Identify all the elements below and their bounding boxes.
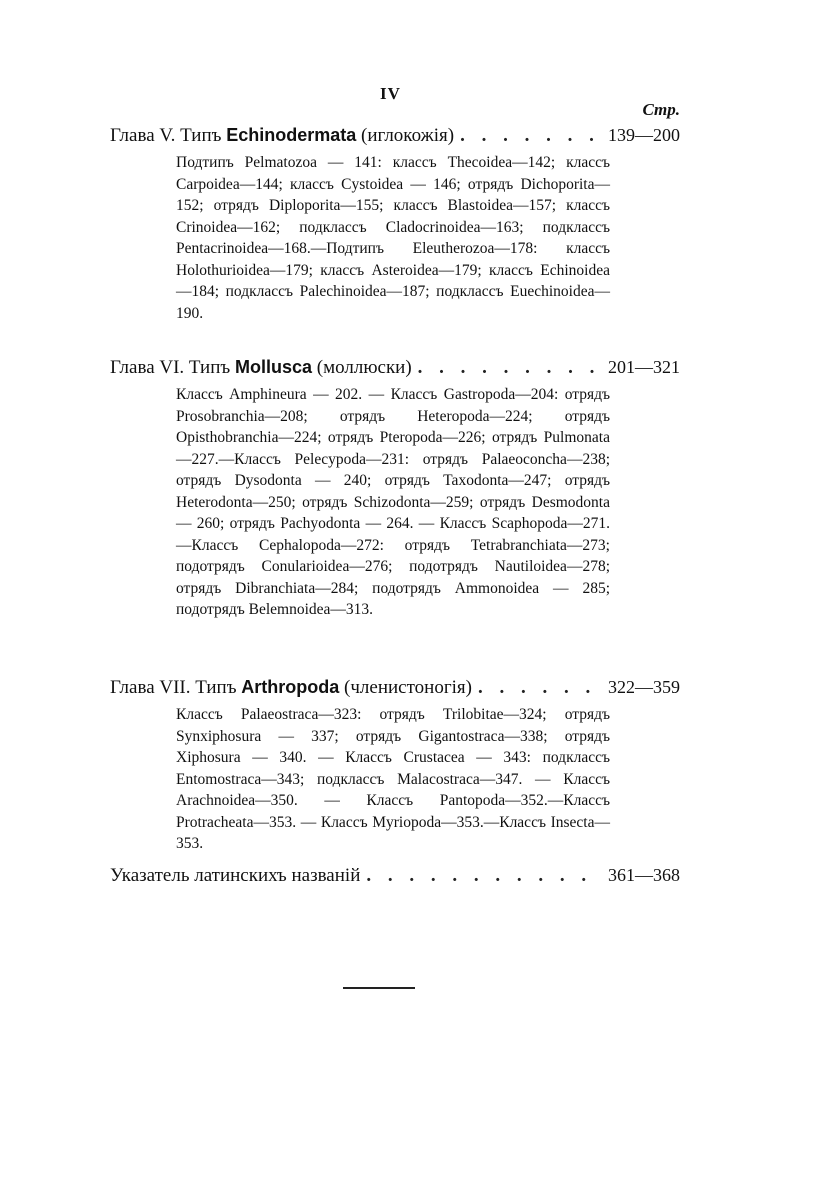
chapter-heading[interactable] — [110, 122, 680, 149]
page-column-label: Стр. — [642, 100, 680, 119]
chapter-pages: 322—359 — [608, 677, 680, 697]
chapter-contents: Классъ Palaeostraca—323: отрядъ Trilobitae—324; отрядъ Synxiphosura — 337; отрядъ Gigantostraca—338; отрядъ Xiphosura — 340. — Классъ Crustacea — 343: подклассъ Entomostraca—343; подклассъ Malacostraca—347. — Классъ Arachnoidea—350. — Классъ Pantopoda—352.—Классъ Protracheata—353. — Классъ Myriopoda—353.—Классъ Insecta—353. — [176, 706, 610, 852]
chapter-pages: 201—321 — [608, 357, 680, 377]
page-folio: IV — [380, 84, 401, 103]
chapter-heading[interactable] — [110, 354, 680, 381]
chapter-entry — [110, 122, 680, 324]
dot-leader — [460, 123, 602, 149]
chapter-pages: 139—200 — [608, 125, 680, 145]
chapter-heading[interactable] — [110, 674, 680, 701]
index-entry — [110, 862, 680, 889]
chapter-latin-name: Echinodermata — [226, 125, 357, 145]
chapter-entry — [110, 674, 680, 855]
chapter-contents: Подтипъ Pelmatozoa — 141: классъ Thecoidea—142; классъ Carpoidea—144; классъ Cystoidea — 146; отрядъ Dichoporita—152; отрядъ Diploporita—155; классъ Blastoidea—157; классъ Crinoidea—162; подклассъ Cladocrinoidea—163; подклассъ Pentacrinoidea—168.—Подтипъ Eleutherozoa—178: классъ Holothurioidea—179; классъ Asteroidea—179; классъ Echinoidea—184; подклассъ Palechinoidea—187; подклассъ Euechinoidea—190. — [176, 154, 610, 322]
index-heading[interactable] — [110, 862, 680, 889]
chapter-entry — [110, 354, 680, 621]
chapter-title: Глава V. Типъ Echinodermata (иглокожія) — [110, 125, 455, 146]
closing-rule — [343, 987, 415, 989]
dot-leader — [418, 355, 602, 381]
dot-leader — [366, 863, 602, 889]
chapter-title: Глава VII. Типъ Arthropoda (членистоногія) — [110, 677, 472, 698]
chapter-latin-name: Arthropoda — [241, 677, 340, 697]
index-title: Указатель латинскихъ названій — [110, 865, 361, 886]
index-pages: 361—368 — [608, 865, 680, 885]
dot-leader — [478, 675, 602, 701]
chapter-title: Глава VI. Типъ Mollusca (моллюски) — [110, 357, 412, 378]
chapter-latin-name: Mollusca — [234, 357, 312, 377]
chapter-contents: Классъ Amphineura — 202. — Классъ Gastropoda—204: отрядъ Prosobranchia—208; отрядъ Heteropoda—224; отрядъ Opisthobranchia—224; отрядъ Pteropoda—226; отрядъ Pulmonata—227.—Классъ Pelecypoda—231: отрядъ Palaeoconcha—238; отрядъ Dysodonta — 240; отрядъ Taxodonta—247; отрядъ Heterodonta—250; отрядъ Schizodonta—259; отрядъ Desmodonta — 260; отрядъ Pachyodonta — 264. — Классъ Scaphopoda—271.—Классъ Cephalopoda—272: отрядъ Tetrabranchiata—273; подотрядъ Conularioidea—276; подотрядъ Nautiloidea—278; отрядъ Dibranchiata—284; подотрядъ Ammonoidea — 285; подотрядъ Belemnoidea—313. — [176, 386, 610, 618]
